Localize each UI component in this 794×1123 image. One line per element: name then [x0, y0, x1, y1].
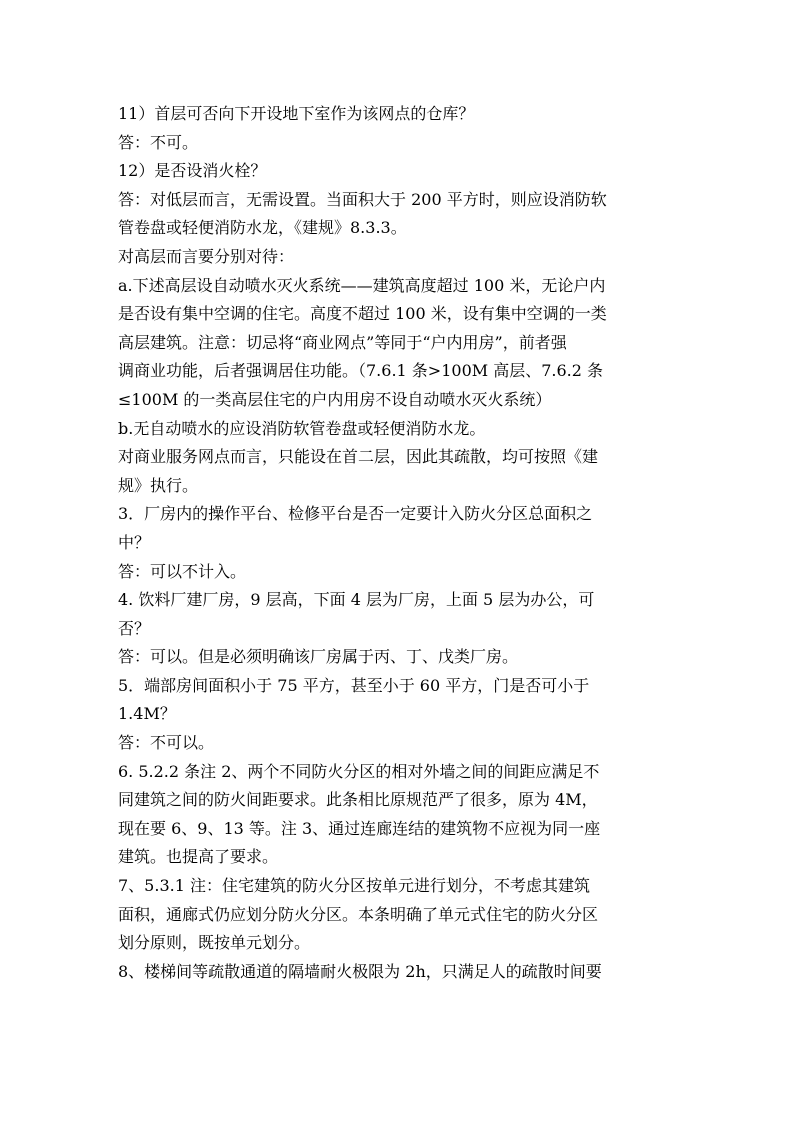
text-line: 4. 饮料厂建厂房，9 层高，下面 4 层为厂房，上面 5 层为办公，可 [118, 590, 595, 610]
text-line: 答：不可以。 [118, 733, 215, 753]
text-line: 12）是否设消火栓？ [118, 161, 267, 181]
text-line: 对商业服务网点而言，只能设在首二层，因此其疏散，均可按照《建 [118, 447, 599, 467]
text-line: 管卷盘或轻便消防水龙，《建规》8.3.3。 [118, 218, 407, 238]
text-line: 8、楼梯间等疏散通道的隔墙耐火极限为 2h，只满足人的疏散时间要 [118, 961, 602, 981]
text-line: 划分原则，既按单元划分。 [118, 933, 311, 953]
text-line: 1.4M？ [118, 704, 176, 724]
text-line: ≤100M 的一类高层住宅的户内用房不设自动喷水灭火系统） [118, 389, 552, 409]
text-line: 同建筑之间的防火间距要求。此条相比原规范严了很多，原为 4M， [118, 790, 598, 810]
text-line: b.无自动喷水的应设消防软管卷盘或轻便消防水龙。 [118, 418, 486, 438]
text-line: a.下述高层设自动喷水灭火系统——建筑高度超过 100 米，无论户内 [118, 275, 606, 295]
text-line: 11）首层可否向下开设地下室作为该网点的仓库？ [118, 104, 475, 123]
text-line: 答：可以不计入。 [118, 561, 247, 581]
text-line: 6. 5.2.2 条注 2、两个不同防火分区的相对外墙之间的间距应满足不 [118, 761, 600, 781]
document-body [118, 100, 678, 986]
text-line: 高层建筑。注意：切忌将“商业网点”等同于“户内用房”，前者强 [118, 332, 567, 352]
text-line: 7、5.3.1 注：住宅建筑的防火分区按单元进行划分，不考虑其建筑 [118, 876, 590, 896]
text-line: 调商业功能，后者强调居住功能。（7.6.1 条>100M 高层、7.6.2 条 [118, 361, 604, 381]
text-line: 答：可以。但是必须明确该厂房属于丙、丁、戊类厂房。 [118, 647, 519, 667]
text-line: 3．厂房内的操作平台、检修平台是否一定要计入防火分区总面积之 [118, 504, 593, 524]
text-line: 5．端部房间面积小于 75 平方，甚至小于 60 平方，门是否可小于 [118, 675, 590, 695]
text-line: 对高层而言要分别对待： [118, 246, 295, 266]
text-line: 规》执行。 [118, 475, 199, 495]
text-line: 答：对低层而言，无需设置。当面积大于 200 平方时，则应设消防软 [118, 189, 607, 209]
text-line: 现在要 6、9、13 等。注 3、通过连廊连结的建筑物不应视为同一座 [118, 818, 601, 838]
text-line: 中？ [118, 532, 151, 552]
text-line: 否？ [118, 618, 151, 638]
text-line: 面积，通廊式仍应划分防火分区。本条明确了单元式住宅的防火分区 [118, 904, 599, 924]
text-line: 答：不可。 [118, 132, 199, 152]
text-line: 是否设有集中空调的住宅。高度不超过 100 米，设有集中空调的一类 [118, 304, 607, 324]
text-line: 建筑。也提高了要求。 [118, 847, 279, 867]
